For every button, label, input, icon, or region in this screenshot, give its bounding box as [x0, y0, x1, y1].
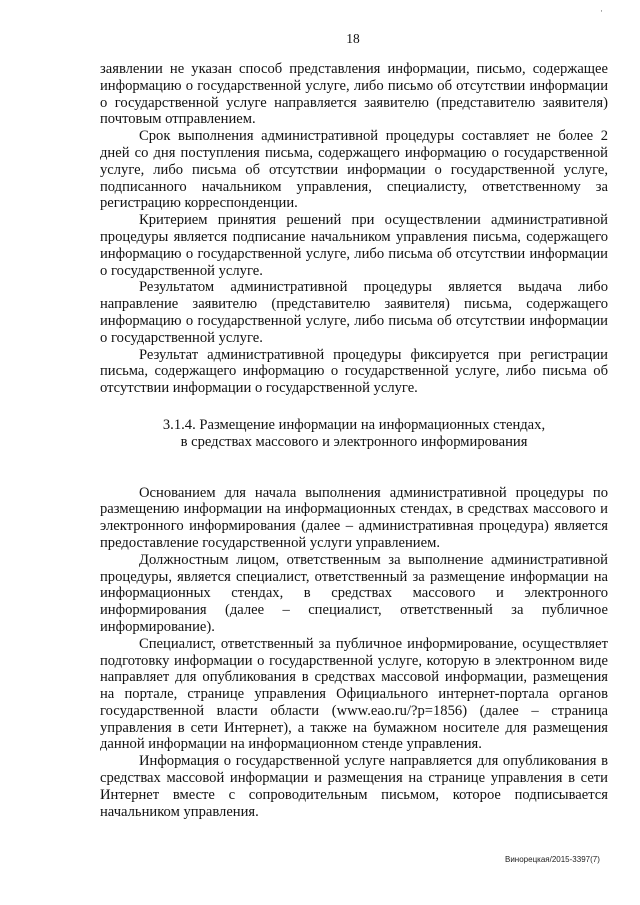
section-heading-line: в средствах массового и электронного информирования: [180, 433, 528, 450]
document-footer-code: Винорецкая/2015-3397(7): [505, 855, 600, 864]
paragraph: Результат административной процедуры фиксируется при регистрации письма, содержащего информацию о государственной услуге, либо письма об отсутствии информации о государственной услуге.: [100, 346, 608, 397]
document-body: [100, 61, 608, 820]
corner-mark: ·: [600, 6, 603, 16]
section-heading: [100, 417, 608, 451]
paragraph: Срок выполнения административной процедуры составляет не более 2 дней со дня поступления письма, содержащего информацию о государственной услуге, либо письма об отсутствии информации о государственной услуге, подписанного начальником управления, специалисту, ответственному за регистрацию корреспонденции.: [100, 128, 608, 212]
paragraph: Информация о государственной услуге направляется для опубликования в средствах массовой информации и размещения на странице управления в сети Интернет вместе с сопроводительным письмом, которое подписывается начальником управления.: [100, 753, 608, 820]
paragraph: Специалист, ответственный за публичное информирование, осуществляет подготовку информации о государственной услуге, которую в электронном виде направляет для опубликования в средствах массовой информации, размещения на портале, странице управления Официального интернет-портала органов государственной власти области (www.eao.ru/?p=1856) (далее – страница управления в сети Интернет), а также на бумажном носителе для размещения данной информации на информационном стенде управления.: [100, 635, 608, 753]
page-number: 18: [346, 31, 360, 46]
paragraph: Результатом административной процедуры является выдача либо направление заявителю (представителю заявителя) письма, содержащего информацию о государственной услуге, либо письма об отсутствии информации о государственной услуге.: [100, 279, 608, 346]
paragraph: Критерием принятия решений при осуществлении административной процедуры является подписание начальником управления письма, содержащего информацию о государственной услуге, либо письма об отсутствии информации о государственной услуге.: [100, 212, 608, 279]
section-heading-line: 3.1.4. Размещение информации на информационных стендах,: [162, 416, 546, 433]
paragraph: Должностным лицом, ответственным за выполнение административной процедуры, является специалист, ответственный за размещение информации на информационных стендах, в средствах массового и электронного информирования (далее – специалист, ответственный за публичное информирование).: [100, 551, 608, 635]
paragraph: Основанием для начала выполнения административной процедуры по размещению информации на информационных стендах, в средствах массового и электронного информирования (далее – административная процедура) является предоставление государственной услуги управлением.: [100, 484, 608, 551]
paragraph: заявлении не указан способ представления информации, письмо, содержащее информацию о государственной услуге, либо письмо об отсутствии информации о государственной услуге направляется заявителю (представителю заявителя) почтовым отправлением.: [100, 61, 608, 128]
